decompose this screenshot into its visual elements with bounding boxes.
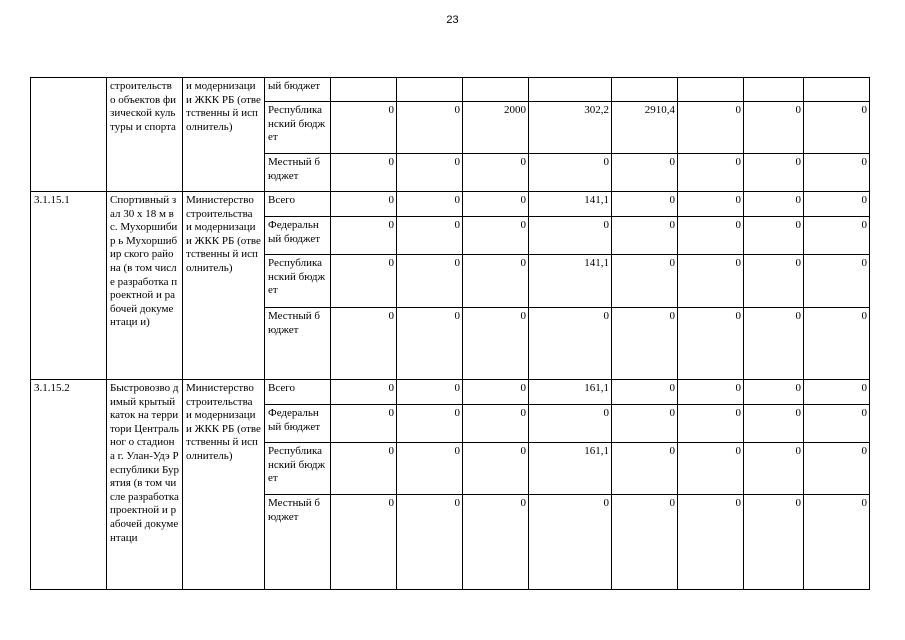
table-row <box>31 192 870 217</box>
source-cell: ый бюджет <box>265 78 331 102</box>
value-cell: 0 <box>744 308 804 380</box>
budget-table <box>30 77 870 590</box>
value-cell: 0 <box>331 255 397 308</box>
value-cell: 0 <box>744 443 804 495</box>
value-cell: 0 <box>678 380 744 405</box>
page-number: 23 <box>446 14 459 26</box>
source-cell: Республика нский бюджет <box>265 443 331 495</box>
value-cell: 0 <box>804 255 870 308</box>
value-cell: 0 <box>397 255 463 308</box>
table-row <box>31 380 870 405</box>
value-cell <box>463 78 529 102</box>
value-cell: 0 <box>463 380 529 405</box>
value-cell: 0 <box>678 255 744 308</box>
value-cell: 0 <box>397 380 463 405</box>
value-cell: 0 <box>744 154 804 192</box>
value-cell: 0 <box>678 443 744 495</box>
value-cell: 0 <box>529 405 612 443</box>
value-cell: 0 <box>804 380 870 405</box>
name-cell: строительств о объектов физической культуры и спорта <box>107 78 183 192</box>
value-cell: 0 <box>331 380 397 405</box>
value-cell: 0 <box>744 495 804 590</box>
value-cell: 141,1 <box>529 192 612 217</box>
value-cell: 0 <box>804 217 870 255</box>
value-cell: 0 <box>529 308 612 380</box>
value-cell: 0 <box>331 192 397 217</box>
value-cell <box>331 78 397 102</box>
value-cell: 0 <box>331 405 397 443</box>
source-cell: Федеральн ый бюджет <box>265 217 331 255</box>
source-cell: Федеральн ый бюджет <box>265 405 331 443</box>
value-cell: 161,1 <box>529 380 612 405</box>
value-cell: 0 <box>529 495 612 590</box>
name-cell: Быстровозво димый крытый каток на территори Центральног о стадиона г. Улан-Удэ Республики Бурятия (в том числе разработка проектной и рабочей документаци <box>107 380 183 590</box>
value-cell <box>678 78 744 102</box>
value-cell: 0 <box>744 102 804 154</box>
value-cell: 0 <box>397 495 463 590</box>
value-cell: 141,1 <box>529 255 612 308</box>
source-cell: Республика нский бюджет <box>265 102 331 154</box>
value-cell: 0 <box>529 217 612 255</box>
value-cell: 161,1 <box>529 443 612 495</box>
value-cell: 0 <box>612 217 678 255</box>
value-cell: 0 <box>678 102 744 154</box>
value-cell: 0 <box>744 192 804 217</box>
value-cell <box>529 78 612 102</box>
value-cell: 0 <box>463 217 529 255</box>
value-cell: 0 <box>463 405 529 443</box>
value-cell: 0 <box>331 217 397 255</box>
value-cell: 0 <box>678 192 744 217</box>
value-cell: 0 <box>463 255 529 308</box>
value-cell: 0 <box>463 192 529 217</box>
value-cell: 0 <box>331 495 397 590</box>
value-cell: 0 <box>744 380 804 405</box>
value-cell: 0 <box>612 255 678 308</box>
value-cell: 0 <box>397 308 463 380</box>
table-row <box>31 78 870 102</box>
source-cell: Всего <box>265 380 331 405</box>
value-cell: 2910,4 <box>612 102 678 154</box>
name-cell: Спортивный зал 30 х 18 м в с. Мухоршибир ь Мухоршибир ского района (в том числе разработка проектной и рабочей документаци и) <box>107 192 183 380</box>
value-cell <box>804 78 870 102</box>
source-cell: Республика нский бюджет <box>265 255 331 308</box>
value-cell: 0 <box>397 443 463 495</box>
value-cell: 0 <box>678 217 744 255</box>
value-cell: 0 <box>678 308 744 380</box>
value-cell: 0 <box>678 405 744 443</box>
value-cell <box>744 78 804 102</box>
value-cell: 0 <box>612 443 678 495</box>
value-cell: 0 <box>612 495 678 590</box>
executor-cell: и модернизации ЖКК РБ (ответственны й исполнитель) <box>183 78 265 192</box>
value-cell: 0 <box>612 380 678 405</box>
source-cell: Местный бюджет <box>265 495 331 590</box>
value-cell: 0 <box>331 154 397 192</box>
value-cell: 0 <box>804 102 870 154</box>
value-cell <box>397 78 463 102</box>
value-cell: 0 <box>612 154 678 192</box>
value-cell: 0 <box>804 192 870 217</box>
value-cell: 0 <box>744 405 804 443</box>
value-cell: 0 <box>804 495 870 590</box>
value-cell: 0 <box>804 405 870 443</box>
value-cell: 0 <box>397 192 463 217</box>
value-cell: 0 <box>397 102 463 154</box>
code-cell <box>31 78 107 192</box>
value-cell: 0 <box>678 495 744 590</box>
executor-cell: Министерство строительства и модернизации ЖКК РБ (ответственны й исполнитель) <box>183 192 265 380</box>
value-cell: 0 <box>463 154 529 192</box>
code-cell: 3.1.15.2 <box>31 380 107 590</box>
source-cell: Местный бюджет <box>265 308 331 380</box>
value-cell: 0 <box>612 192 678 217</box>
value-cell: 0 <box>397 154 463 192</box>
value-cell: 0 <box>463 443 529 495</box>
code-cell: 3.1.15.1 <box>31 192 107 380</box>
source-cell: Местный бюджет <box>265 154 331 192</box>
value-cell: 0 <box>331 102 397 154</box>
value-cell: 0 <box>463 308 529 380</box>
value-cell: 0 <box>804 308 870 380</box>
value-cell: 0 <box>744 255 804 308</box>
value-cell <box>612 78 678 102</box>
source-cell: Всего <box>265 192 331 217</box>
value-cell: 2000 <box>463 102 529 154</box>
value-cell: 0 <box>612 308 678 380</box>
value-cell: 0 <box>331 308 397 380</box>
executor-cell: Министерство строительства и модернизации ЖКК РБ (ответственны й исполнитель) <box>183 380 265 590</box>
value-cell: 0 <box>529 154 612 192</box>
value-cell: 0 <box>744 217 804 255</box>
value-cell: 0 <box>463 495 529 590</box>
value-cell: 0 <box>612 405 678 443</box>
value-cell: 0 <box>678 154 744 192</box>
value-cell: 0 <box>397 217 463 255</box>
value-cell: 0 <box>804 443 870 495</box>
value-cell: 0 <box>331 443 397 495</box>
value-cell: 0 <box>397 405 463 443</box>
value-cell: 302,2 <box>529 102 612 154</box>
value-cell: 0 <box>804 154 870 192</box>
